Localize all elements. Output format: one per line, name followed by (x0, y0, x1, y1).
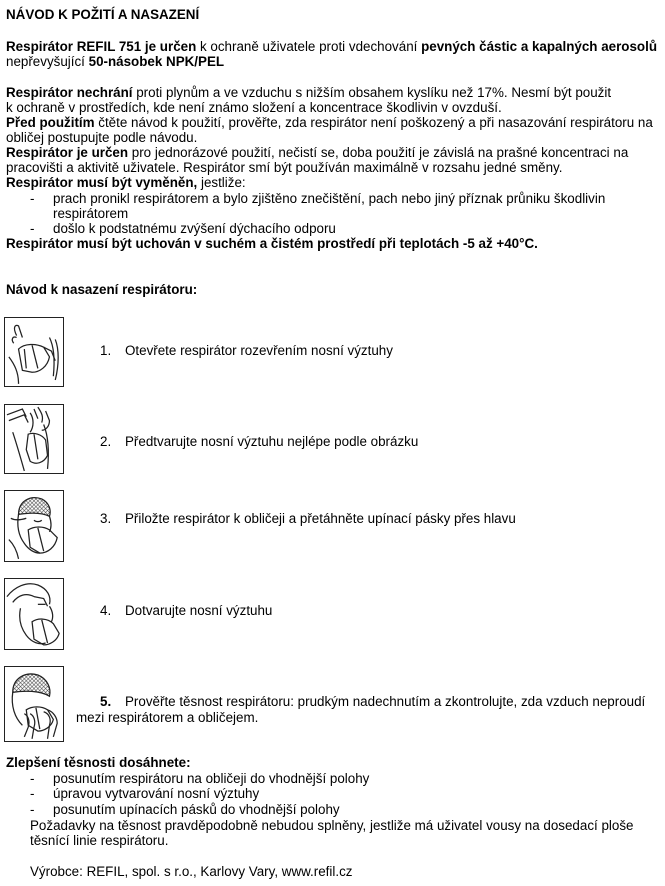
warning-line-4: obličej postupujte podle návodu. (6, 130, 198, 145)
step-5-text-line-2: mezi respirátorem a obličejem. (76, 710, 259, 725)
bullet-dash: - (30, 221, 35, 236)
seal-check-icon (4, 666, 64, 742)
fit-item-2: úpravou vytvarování nosní výztuhy (53, 786, 260, 801)
replace-bullet-1: prach pronikl respirátorem a bylo zjištěno znečištění, pach nebo jiný příznak průniku škodlivin (53, 191, 606, 206)
replace-label: Respirátor musí být vyměněn, (6, 175, 198, 190)
warning-line-5 (6, 145, 628, 161)
fit-item-3: posunutím upínacích pásků do vhodnější polohy (53, 802, 340, 817)
warning-line-1 (6, 85, 611, 101)
warning-text-5: pro jednorázové použití, nečistí se, doba použití je závislá na prašné koncentraci na (128, 145, 629, 160)
page-title: NÁVOD K POŽITÍ A NASAZENÍ (6, 7, 200, 22)
step-1-text: Otevřete respirátor rozevřením nosní výztuhy (125, 343, 393, 358)
step-4-text: Dotvarujte nosní výztuhu (125, 603, 273, 618)
intro-line-1 (6, 39, 657, 55)
warning-text-1: proti plynům a ve vzduchu s nižším obsahem kyslíku než 17%. Nesmí být použit (132, 85, 612, 100)
warning-line-7 (6, 175, 246, 191)
intended-use-label: Respirátor je určen (6, 145, 129, 160)
intro-text-2: nepřevyšující (6, 54, 89, 69)
step-5-text-line-1: Prověřte těsnost respirátoru: prudkým nadechnutím a zkontrolujte, zda vzduch neproudí (125, 694, 646, 709)
bullet-dash: - (30, 191, 35, 206)
intro-product: Respirátor REFIL 751 je určen (6, 39, 197, 54)
manufacturer-footer: Výrobce: REFIL, spol. s r.o., Karlovy Vary, www.refil.cz (30, 864, 353, 879)
intro-limit: 50-násobek NPK/PEL (88, 54, 225, 69)
replace-bullet-2: došlo k podstatnému zvýšení dýchacího odporu (53, 221, 336, 236)
bullet-dash: - (30, 786, 35, 801)
warning-line-3 (6, 115, 653, 131)
replace-bullet-1-cont: respirátorem (53, 206, 129, 221)
steps-heading: Návod k nasazení respirátoru: (6, 282, 198, 297)
mask-on-face-icon (4, 490, 64, 562)
step-4-number: 4. (100, 603, 112, 618)
fit-heading: Zlepšení těsnosti dosáhnete: (6, 755, 191, 770)
nose-clip-adjust-icon (4, 578, 64, 650)
fit-item-1: posunutím respirátoru na obličeji do vhodnější polohy (53, 771, 370, 786)
warning-line-6: pracovišti a aktivitě uživatele. Respirátor smí být používán maximálně v rozsahu jedné směny. (6, 160, 563, 175)
step-3-number: 3. (100, 511, 112, 526)
step-3-text: Přiložte respirátor k obličeji a přetáhněte upínací pásky přes hlavu (125, 511, 516, 526)
intro-text: k ochraně uživatele proti vdechování (196, 39, 422, 54)
fit-note-line-2: těsnící linie respirátoru. (30, 833, 169, 848)
bullet-dash: - (30, 771, 35, 786)
storage-line: Respirátor musí být uchován v suchém a čistém prostředí při teplotách -5 až +40°C. (6, 236, 538, 251)
warning-text-3: čtěte návod k použití, prověřte, zda respirátor není poškozený a při nasazování respirátoru na (94, 115, 653, 130)
warning-text-7: jestliže: (197, 175, 246, 190)
intro-particles: pevných částic a kapalných aerosolů (421, 39, 658, 54)
warning-line-2: k ochraně v prostředích, kde není známo složení a koncentrace škodlivin v ovzduší. (6, 100, 502, 115)
before-use-label: Před použitím (6, 115, 95, 130)
intro-line-2 (6, 54, 224, 70)
step-1-number: 1. (100, 343, 112, 358)
bullet-dash: - (30, 802, 35, 817)
mask-open-icon (4, 317, 64, 387)
step-2-number: 2. (100, 434, 112, 449)
step-2-text: Předtvarujte nosní výztuhu nejlépe podle obrázku (125, 434, 419, 449)
fit-note-line-1: Požadavky na těsnost pravděpodobně nebudou splněny, jestliže má uživatel vousy na dosedací ploše (30, 818, 634, 833)
nose-clip-shaping-icon (4, 404, 64, 474)
warning-no-protection: Respirátor nechrání (6, 85, 133, 100)
step-5-number: 5. (100, 694, 112, 709)
